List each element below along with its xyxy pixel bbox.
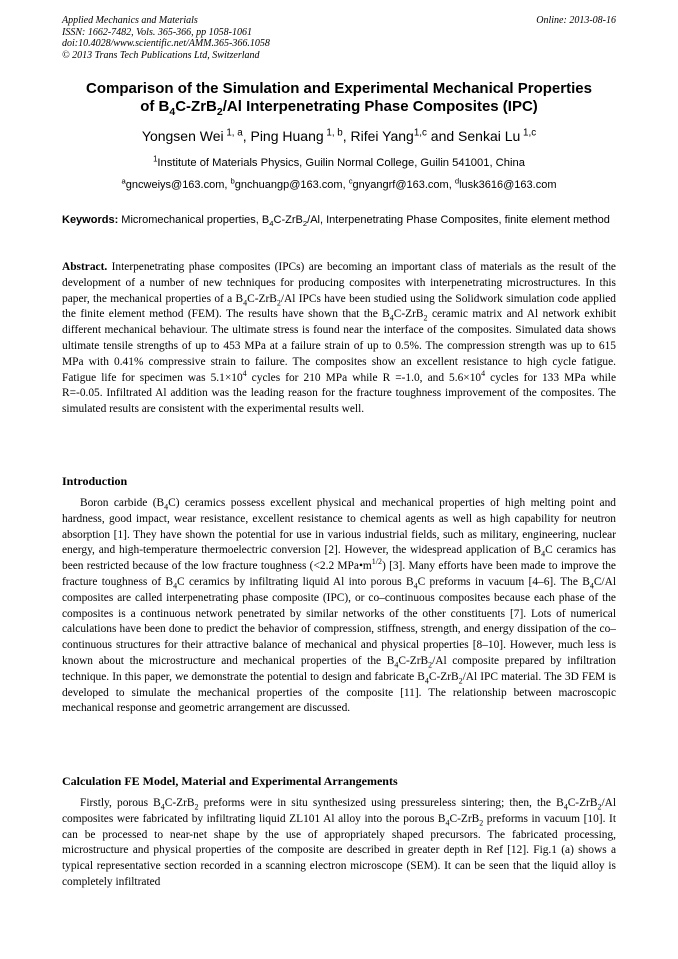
author-emails: $^a$gncweiys@163.com, $^b$gnchuangp@163.com, $^c$gnyangrf@163.com, $^d$lusk3616@163.com [121,176,557,191]
doi-line[interactable]: doi:10.4028/www.scientific.net/AMM.365-366.1058 [62,38,270,49]
title-line-2: of $B_4C-ZrB_2/Al$ Interpenetrating Phase Composites (IPC) [140,98,538,118]
author-name: Yongsen Wei [141,128,224,144]
abstract-label: Abstract. [62,261,108,273]
author-name: and Senkai Lu [426,128,521,144]
author-name: , Rifei Yang [342,128,414,144]
abstract: Abstract. Interpenetrating phase composites (IPCs) are becoming an important class of materials as the result of the development of a number of new techniques for producing composites with interpenetrating microstructures. In this paper, the mechanical properties of a $B_4C-ZrB_2/Al$ IPCs have been studied using the Solidwork simulation code applied the finite element method (FEM). The results have shown that the $B_4C-ZrB_2$ ceramic matrix and Al network exhibit different mechanical behaviour. The ultimate stress is found near the interface of the composites. Simulated data shows ultimate tensile strengths of up to 453 MPa at a failure strain of up to 0.5%. The compression strength was up to 615 MPa with 0.41% compressive strain to failure. The composites show an excellent resistance to high cycle fatigue. Fatigue life for specimen was $5.1\times 10^4$ cycles for 210 MPa while R =-1.0, and $5.6\times 10^4$ cycles for 133 MPa while R=-0.05. Infiltrated Al addition was the leading reason for the fracture toughness improvement of the composites. The simulated results are consistent with the experimental results well. [62,261,617,416]
calculation-paragraph: Firstly, porous $B_4C-ZrB_2$ preforms were in situ synthesized using pressureless sintering; then, the $B_4C-ZrB_2/Al$ composites were fabricated by infiltrating liquid ZL101 Al alloy into the porous $B_4C-ZrB_2$ preforms in vacuum [10]. It can be processed to near-net shape by the use of appropriately shaped precursors. The fabricated processing, microstructure and physical properties of the composite are described in greater depth in Ref [12]. Fig.1 (a) shows a typical representative section recorded in a scanning electron microscope (SEM). It can be seen that the liquid alloy is completely infiltrated [62,797,616,888]
calculation-heading: Calculation FE Model, Material and Experimental Arrangements [62,774,398,788]
author-list: Yongsen Wei $^{1, a}$, Ping Huang $^{1, b}$, Rifei Yang$^{1,c}$ and Senkai Lu $^{1,c}$ [141,127,537,144]
email-link[interactable]: gnchuangp@163.com, [234,179,349,191]
author-name: , Ping Huang [242,128,324,144]
introduction-heading: Introduction [62,474,128,488]
journal-name: Applied Mechanics and Materials [62,15,198,26]
email-link[interactable]: lusk3616@163.com [459,179,557,191]
email-link[interactable]: gncweiys@163.com, [125,179,231,191]
keywords: Keywords: Micromechanical properties, $B_4C-ZrB_2/Al$, Interpenetrating Phase Composites, finite element method [62,214,610,229]
paper-title [62,80,616,116]
online-date: Online: 2013-08-16 [536,15,616,26]
affiliation: $^1$Institute of Materials Physics, Guilin Normal College, Guilin 541001, China [153,154,525,169]
email-link[interactable]: gnyangrf@163.com, [352,179,455,191]
copyright-line: © 2013 Trans Tech Publications Ltd, Switzerland [62,49,260,61]
issn-line: ISSN: 1662-7482, Vols. 365-366, pp 1058-1061 [62,26,252,38]
introduction-paragraph: Boron carbide $(B_4C)$ ceramics possess excellent physical and mechanical properties of high melting point and hardness, good impact, wear resistance, excellent resistance to chemical agents as well as high capability for neutron absorption [1]. They have shown the potential for use in various industrial fields, such as military, engineering, nuclear energy, and high-temperature thermoelectric conversion [2]. However, the widespread application of $B_4C$ ceramics has been restricted because of the low fracture toughness (<2.2 $MPa•m^{1/2}$) [3]. Many efforts have been made to improve the fracture toughness of $B_4C$ ceramics by infiltrating liquid Al into porous $B_4C$ preforms in vacuum [4–6]. The $B_4C/Al$ composites are called interpenetrating phase composite (IPC), or co–continuous composites because each phase of the composites is a continuous network penetrated by similar networks of the other constituents [7]. Lots of numerical calculations have been done to predict the behavior of compression, stiffness, strength, and energy dissipation of the co–continuous structures for their attractive balance of mechanical and physical properties [8–10]. However, much less is known about the microstructure and mechanical properties of the $B_4C-ZrB_2/Al$ composite prepared by infiltration technique. In this paper, we demonstrate the potential to design and fabricate $B_4C-ZrB_2/Al$ IPC material. The 3D FEM is developed to simulate the mechanical properties of the composite [11]. The relationship between macroscopic mechanical response and geometric arrangement are discussed. [62,497,616,715]
keywords-label: Keywords: [62,214,119,226]
title-line-1: Comparison of the Simulation and Experimental Mechanical Properties [86,80,592,97]
journal-header [62,15,616,61]
